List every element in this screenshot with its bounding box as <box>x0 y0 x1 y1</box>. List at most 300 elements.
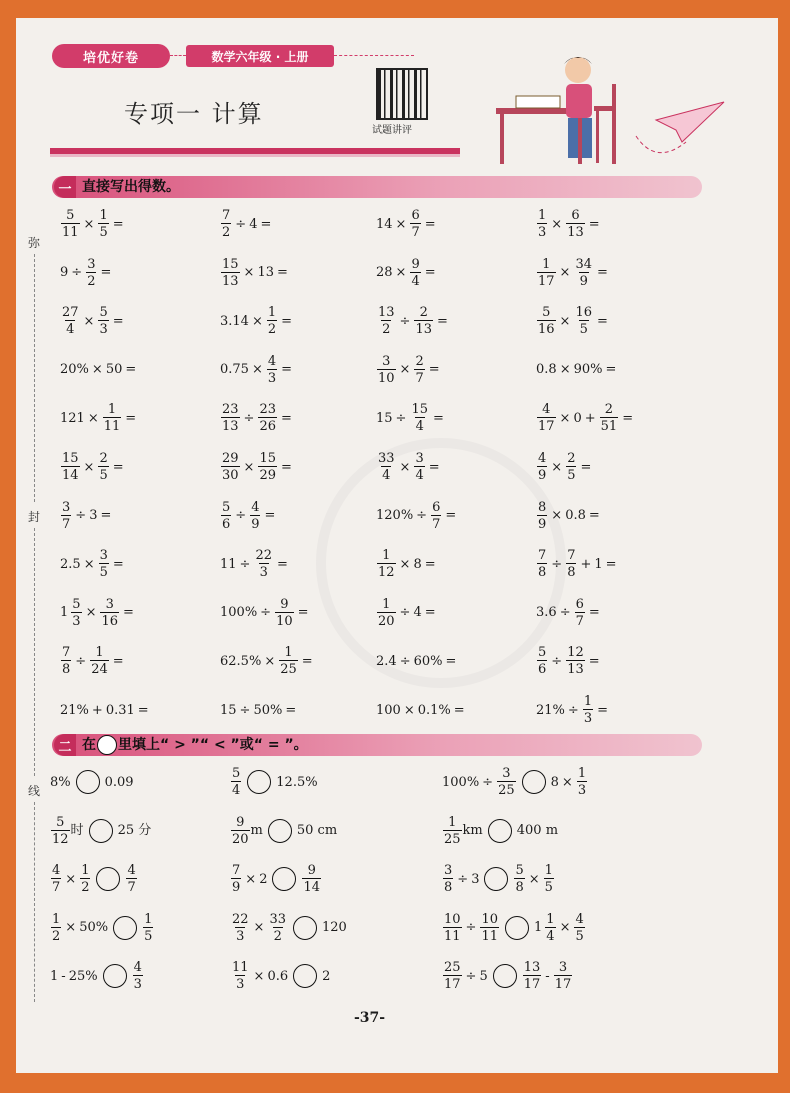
fraction <box>61 501 71 531</box>
fraction <box>71 598 81 628</box>
numerator: 15 <box>222 256 239 272</box>
fraction <box>537 209 547 239</box>
numerator: 5 <box>538 645 547 661</box>
term: 2.4 <box>376 653 397 669</box>
answer-circle[interactable] <box>113 916 137 940</box>
numerator: 1 <box>107 402 117 418</box>
margin-char: 弥 <box>28 236 41 250</box>
fraction <box>258 452 277 482</box>
answer-circle[interactable] <box>272 867 296 891</box>
fraction <box>98 306 108 336</box>
calc-problem <box>376 593 439 633</box>
operator: = <box>285 702 297 718</box>
operator: ÷ <box>399 653 411 669</box>
denominator: 13 <box>222 419 239 435</box>
fraction <box>377 355 396 385</box>
numerator: 13 <box>523 960 541 975</box>
numerator: 13 <box>378 305 395 321</box>
operator: ÷ <box>567 702 579 718</box>
denominator: 4 <box>66 322 75 338</box>
compare-problem <box>50 811 151 851</box>
denominator: 4 <box>415 419 424 435</box>
fraction <box>574 258 593 288</box>
fraction <box>98 452 108 482</box>
numerator: 3 <box>502 766 511 781</box>
numerator: 4 <box>251 499 260 515</box>
denominator: 8 <box>62 662 71 678</box>
numerator: 3 <box>382 353 391 369</box>
operator: × <box>399 459 411 475</box>
fraction <box>51 816 70 846</box>
operator: = <box>428 459 440 475</box>
denominator: 5 <box>99 225 108 240</box>
fraction <box>100 598 119 628</box>
numerator: 6 <box>432 499 441 515</box>
fraction <box>99 549 109 579</box>
denominator: 7 <box>415 370 424 386</box>
numerator: 29 <box>222 451 239 466</box>
denominator: 3 <box>577 783 587 798</box>
numerator: 4 <box>575 911 584 927</box>
numerator: 22 <box>232 911 249 927</box>
denominator: 5 <box>144 928 153 944</box>
section-1-title: 直接写出得数。 <box>82 179 180 195</box>
operator: = <box>277 265 288 281</box>
numerator: 4 <box>133 960 142 975</box>
fraction <box>537 646 547 676</box>
operator: × <box>395 265 407 281</box>
fraction <box>537 258 556 288</box>
term: 28 <box>376 265 393 281</box>
operator: = <box>424 216 436 232</box>
operator: = <box>597 702 608 718</box>
fraction <box>126 864 136 894</box>
section-2-title-start: 在 <box>82 737 96 753</box>
section-2-number: 二 <box>54 734 76 756</box>
numerator: 34 <box>575 256 592 272</box>
fraction <box>600 403 619 433</box>
answer-circle[interactable] <box>293 964 317 988</box>
calc-problem <box>376 398 447 438</box>
operator: ÷ <box>235 508 247 524</box>
numerator: 3 <box>87 256 96 272</box>
numerator: 1 <box>95 645 104 661</box>
numerator: 1 <box>284 645 293 661</box>
calc-problem <box>536 301 611 341</box>
denominator: 7 <box>411 225 420 240</box>
denominator: 2 <box>87 273 96 289</box>
operator: ÷ <box>71 265 83 281</box>
student-reading-illustration <box>486 46 726 176</box>
denominator: 11 <box>62 225 79 240</box>
term: 90% <box>573 362 603 378</box>
operator: = <box>281 410 292 426</box>
denominator: 10 <box>276 613 293 629</box>
binding-line <box>34 802 35 1002</box>
denominator: 13 <box>567 225 584 240</box>
answer-circle[interactable] <box>96 867 120 891</box>
denominator: 16 <box>101 613 119 629</box>
fraction <box>410 209 420 239</box>
fraction <box>514 864 524 894</box>
numerator: 3 <box>62 499 71 515</box>
operator: + <box>91 702 103 718</box>
denominator: 4 <box>546 928 555 944</box>
numerator: 1 <box>52 911 61 927</box>
term: 15 <box>376 410 393 426</box>
denominator: 7 <box>52 880 61 895</box>
operator: = <box>264 508 276 524</box>
denominator: 5 <box>567 468 576 483</box>
denominator: 3 <box>267 370 277 386</box>
fraction <box>537 306 556 336</box>
denominator: 14 <box>62 468 79 483</box>
denominator: 8 <box>567 565 576 581</box>
denominator: 26 <box>259 419 276 435</box>
term: 400 m <box>516 823 559 838</box>
operator: = <box>597 313 608 329</box>
calc-problem <box>60 204 127 244</box>
binding-line <box>34 254 35 502</box>
term: 50% <box>253 702 283 718</box>
compare-problem <box>50 859 138 899</box>
paper-plane-icon <box>656 102 724 142</box>
calc-problem <box>376 350 443 390</box>
denominator: 6 <box>222 516 231 532</box>
denominator: 5 <box>579 322 588 338</box>
fraction <box>133 961 143 991</box>
denominator: 13 <box>415 322 432 338</box>
fraction <box>414 452 424 482</box>
compare-problem <box>230 956 330 996</box>
compare-problem <box>50 956 144 996</box>
numerator: 3 <box>444 863 453 878</box>
answer-circle[interactable] <box>76 770 100 794</box>
calc-problem <box>220 253 291 293</box>
operator: = <box>281 459 292 475</box>
compare-problem <box>442 762 588 802</box>
student-body-icon <box>566 84 592 118</box>
answer-circle[interactable] <box>488 819 512 843</box>
denominator: 5 <box>544 880 553 895</box>
fraction <box>414 355 424 385</box>
calc-problem <box>220 350 295 390</box>
term: 121 <box>60 410 85 426</box>
fraction <box>480 913 499 943</box>
operator: × <box>83 313 95 329</box>
numerator: 5 <box>99 305 108 321</box>
calc-problem <box>376 641 459 681</box>
operator: = <box>424 605 436 621</box>
blank-circle-icon <box>97 735 117 755</box>
numerator: 4 <box>52 863 61 878</box>
fraction <box>254 549 273 579</box>
denominator: 4 <box>382 468 391 483</box>
term: m <box>250 823 263 838</box>
operator: × <box>399 556 411 572</box>
term: 0 <box>573 410 582 426</box>
operator: = <box>580 459 592 475</box>
fraction <box>231 913 250 943</box>
denominator: 13 <box>222 273 239 289</box>
term: 100 <box>376 702 401 718</box>
numerator: 6 <box>571 208 580 223</box>
denominator: 7 <box>62 516 71 532</box>
fraction <box>574 913 584 943</box>
compare-problem <box>230 811 337 851</box>
term: 12.5% <box>276 774 318 790</box>
denominator: 17 <box>538 273 555 289</box>
numerator: 1 <box>99 208 108 223</box>
denominator: 11 <box>481 928 498 944</box>
compare-problem <box>442 956 573 996</box>
term: 1 <box>50 968 59 984</box>
denominator: 25 <box>280 662 297 678</box>
denominator: 4 <box>415 468 424 483</box>
numerator: 27 <box>62 305 79 321</box>
numerator: 7 <box>538 548 547 564</box>
denominator: 25 <box>498 783 515 798</box>
calc-problem <box>536 204 603 244</box>
numerator: 5 <box>72 596 81 612</box>
page-title: 专项一 计算 <box>124 100 264 128</box>
numerator: 11 <box>232 960 249 975</box>
answer-circle[interactable] <box>293 916 317 940</box>
numerator: 22 <box>255 548 272 564</box>
denominator: 3 <box>133 977 142 992</box>
term: 8 <box>413 556 422 572</box>
denominator: 12 <box>52 831 69 847</box>
calc-problem <box>536 398 636 438</box>
calc-problem <box>220 301 295 341</box>
answer-circle[interactable] <box>484 867 508 891</box>
answer-circle[interactable] <box>522 770 546 794</box>
fraction <box>231 767 241 797</box>
numerator: 2 <box>567 451 576 466</box>
term: 100% <box>220 605 258 621</box>
operator: = <box>112 216 124 232</box>
fraction <box>544 864 554 894</box>
denominator: 9 <box>579 273 588 289</box>
numerator: 1 <box>583 694 593 709</box>
answer-circle[interactable] <box>103 964 127 988</box>
term: 100% <box>442 774 480 790</box>
numerator: 8 <box>538 499 547 515</box>
answer-circle[interactable] <box>493 964 517 988</box>
denominator: 8 <box>444 880 453 895</box>
grade-tag: 数学六年级 · 上册 <box>186 45 334 67</box>
operator: = <box>588 653 600 669</box>
operator: = <box>125 410 137 426</box>
operator: × <box>528 871 540 887</box>
calc-problem <box>220 544 291 584</box>
term: 60% <box>413 653 443 669</box>
operator: ÷ <box>457 871 469 887</box>
operator: + <box>584 410 596 426</box>
term: 50 <box>105 362 123 378</box>
operator: ÷ <box>239 702 251 718</box>
numerator: 9 <box>307 863 316 878</box>
term: 4 <box>249 216 258 232</box>
operator: ÷ <box>399 605 411 621</box>
operator: = <box>260 216 272 232</box>
fraction <box>275 598 294 628</box>
fraction <box>51 864 61 894</box>
numerator: 6 <box>411 208 420 223</box>
denominator: 17 <box>444 977 461 992</box>
operator: = <box>125 362 137 378</box>
operator: = <box>433 410 444 426</box>
denominator: 13 <box>567 662 584 678</box>
denominator: 16 <box>538 322 555 338</box>
operator: + <box>580 556 592 572</box>
calc-problem <box>220 204 274 244</box>
calc-problem <box>60 301 127 341</box>
denominator: 6 <box>538 662 547 678</box>
term: 25% <box>68 968 98 984</box>
term: 9 <box>60 265 69 281</box>
fraction <box>86 258 96 288</box>
calc-problem <box>220 496 278 536</box>
numerator: 3 <box>415 451 424 466</box>
operator: = <box>112 313 124 329</box>
answer-circle[interactable] <box>247 770 271 794</box>
term: 13 <box>257 265 274 281</box>
numerator: 2 <box>99 451 108 466</box>
numerator: 5 <box>56 814 65 830</box>
numerator: 9 <box>280 596 289 612</box>
term: 8% <box>50 774 71 790</box>
qr-code-icon[interactable] <box>376 68 428 120</box>
calc-problem <box>376 690 468 730</box>
numerator: 1 <box>81 863 90 878</box>
operator: ÷ <box>551 653 563 669</box>
operator: × <box>559 920 571 935</box>
term: 21% <box>536 702 565 718</box>
binding-line <box>34 528 35 776</box>
numerator: 5 <box>222 499 231 515</box>
numerator: 7 <box>232 863 241 878</box>
answer-circle[interactable] <box>89 819 113 843</box>
operator: × <box>251 362 263 378</box>
denominator: 3 <box>583 711 593 726</box>
whole-part: 1 <box>60 605 69 621</box>
operator: = <box>281 313 293 329</box>
compare-problem <box>442 859 555 899</box>
fraction <box>537 403 556 433</box>
calc-problem <box>536 641 603 681</box>
operator: = <box>112 459 124 475</box>
term: 0.09 <box>104 774 134 790</box>
denominator: 3 <box>236 928 245 944</box>
operator: = <box>453 702 465 718</box>
numerator: 7 <box>62 645 71 661</box>
numerator: 9 <box>411 256 420 272</box>
denominator: 20 <box>232 831 249 847</box>
numerator: 9 <box>236 814 245 830</box>
operator: = <box>100 265 112 281</box>
numerator: 1 <box>542 256 551 272</box>
denominator: 3 <box>259 565 268 581</box>
fraction <box>566 646 585 676</box>
operator: × <box>83 556 95 572</box>
operator: × <box>561 774 573 790</box>
operator: × <box>395 216 407 232</box>
calc-problem <box>60 690 152 730</box>
numerator: 10 <box>444 911 461 927</box>
numerator: 2 <box>419 305 428 321</box>
fraction <box>443 864 453 894</box>
operator: × <box>243 459 255 475</box>
answer-circle[interactable] <box>268 819 292 843</box>
term: 20% <box>60 362 89 378</box>
denominator: 7 <box>127 880 136 895</box>
answer-circle[interactable] <box>505 916 529 940</box>
fraction <box>583 695 593 725</box>
operator: ÷ <box>551 556 563 572</box>
fraction <box>279 646 298 676</box>
calc-problem <box>376 253 439 293</box>
operator: = <box>588 605 600 621</box>
fraction <box>377 549 396 579</box>
section-1-number: 一 <box>54 176 76 198</box>
numerator: 23 <box>259 402 276 418</box>
denominator: 2 <box>81 880 90 895</box>
fraction <box>302 864 321 894</box>
numerator: 5 <box>542 305 551 321</box>
calc-problem <box>536 496 603 536</box>
denominator: 10 <box>378 370 395 386</box>
fraction <box>577 767 587 797</box>
fraction <box>221 209 231 239</box>
fraction <box>431 501 441 531</box>
fraction <box>221 403 240 433</box>
numerator: 12 <box>567 645 584 661</box>
operator: ÷ <box>559 605 571 621</box>
fraction <box>98 209 108 239</box>
fraction <box>410 403 429 433</box>
term: 25 分 <box>117 823 152 838</box>
term: 21% <box>60 702 89 718</box>
numerator: 1 <box>267 305 277 321</box>
term: 8 <box>550 774 559 790</box>
numerator: 1 <box>546 911 555 927</box>
denominator: 2 <box>267 322 277 338</box>
term: 0.31 <box>105 702 135 718</box>
operator: ÷ <box>399 313 411 329</box>
term: 1 <box>594 556 603 572</box>
denominator: 2 <box>222 225 231 240</box>
fraction <box>90 646 109 676</box>
numerator: 4 <box>542 402 551 418</box>
operator: = <box>137 702 149 718</box>
operator: ÷ <box>260 605 272 621</box>
mixed-number <box>534 913 557 943</box>
fraction <box>377 598 396 628</box>
operator: × <box>83 459 95 475</box>
operator: = <box>605 362 617 378</box>
fraction <box>537 452 547 482</box>
section-2-title <box>82 734 308 756</box>
operator: ÷ <box>395 410 407 426</box>
numerator: 33 <box>269 911 286 927</box>
operator: × <box>399 362 411 378</box>
numerator: 3 <box>558 960 568 975</box>
operator: × <box>264 653 276 669</box>
fraction <box>443 961 462 991</box>
term: 3 <box>89 508 98 524</box>
operator: ÷ <box>75 653 87 669</box>
